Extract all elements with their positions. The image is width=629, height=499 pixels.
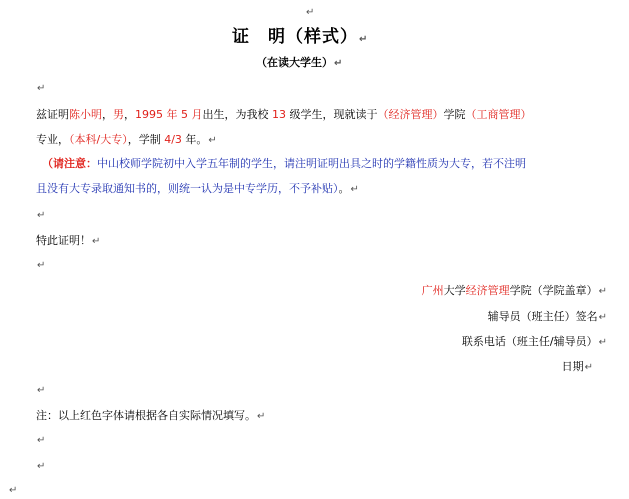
body-line-1 <box>36 108 532 122</box>
grade-year: 13 <box>272 108 286 121</box>
paragraph-mark: ↵ <box>350 184 359 195</box>
date-text: 日期 <box>561 360 584 373</box>
paragraph-mark: ↵ <box>37 461 46 472</box>
body-text: ，学制 <box>127 133 165 146</box>
paragraph-mark: ↵ <box>37 210 46 221</box>
body-text: 兹证明 <box>36 108 69 121</box>
body-text: 专业， <box>36 133 69 146</box>
special-text: 特此证明！ <box>36 234 91 247</box>
document-title <box>232 27 368 50</box>
paragraph-mark: ↵ <box>92 236 101 247</box>
signature-date <box>562 360 593 375</box>
student-gender: 男 <box>113 108 124 121</box>
paragraph-mark: ↵ <box>598 337 607 348</box>
paragraph-mark: ↵ <box>208 135 217 146</box>
paragraph-mark: ↵ <box>306 7 315 18</box>
sign-text: 学院（学院盖章） <box>509 284 598 297</box>
month-unit: 月 <box>188 108 203 121</box>
paragraph-mark: ↵ <box>598 286 607 297</box>
study-duration: 4/3 <box>164 133 182 146</box>
sign-college-name: 经济管理 <box>465 284 510 297</box>
paragraph-mark: ↵ <box>334 58 343 69</box>
document-subtitle <box>256 56 342 71</box>
body-text: 级学生，现就读于 <box>286 108 378 121</box>
degree-level: （本科/大专） <box>69 133 128 146</box>
note-line-2 <box>36 182 359 197</box>
birth-month: 5 <box>181 108 188 121</box>
city-name: 广州 <box>421 284 444 297</box>
sign-text: 大学 <box>443 284 466 297</box>
special-statement <box>36 234 100 249</box>
signature-counselor <box>488 310 607 325</box>
paragraph-mark: ↵ <box>37 260 46 271</box>
note-line-1 <box>42 157 526 171</box>
body-text: 年。 <box>181 133 208 146</box>
year-unit: 年 <box>163 108 181 121</box>
paragraph-mark: ↵ <box>584 362 593 373</box>
note-text: 且没有大专录取通知书的，则统一认为是中专学历，不予补贴） <box>36 182 339 195</box>
signature-college <box>422 284 607 299</box>
paragraph-mark: ↵ <box>257 411 266 422</box>
major-name: （工商管理） <box>465 108 532 121</box>
paragraph-mark: ↵ <box>37 385 46 396</box>
paragraph-mark: ↵ <box>9 485 18 496</box>
body-text: 出生，为我校 <box>202 108 272 121</box>
paragraph-mark: ↵ <box>598 312 607 323</box>
footnote-text: 注：以上红色字体请根据各自实际情况填写。 <box>36 409 256 422</box>
paragraph-mark: ↵ <box>37 83 46 94</box>
title-text: 证 明（样式） <box>232 27 358 47</box>
body-text: ， <box>124 108 135 121</box>
contact-phone-text: 联系电话（班主任/辅导员） <box>461 335 598 348</box>
subtitle-text: （在读大学生） <box>256 56 333 69</box>
birth-year: 1995 <box>135 108 163 121</box>
student-name: 陈小明 <box>69 108 102 121</box>
signature-phone <box>462 335 607 350</box>
counselor-signature-text: 辅导员（班主任）签名 <box>487 310 598 323</box>
paragraph-mark: ↵ <box>37 435 46 446</box>
note-end: 。 <box>338 182 350 195</box>
body-line-2 <box>36 133 217 148</box>
college-name: （经济管理） <box>377 108 444 121</box>
note-label: （请注意： <box>42 157 97 170</box>
footnote <box>36 409 265 424</box>
body-text: 学院 <box>443 108 466 121</box>
paragraph-mark: ↵ <box>359 34 369 45</box>
note-text: 中山校师学院初中入学五年制的学生，请注明证明出具之时的学籍性质为大专，若不注明 <box>97 157 526 170</box>
body-text: ， <box>102 108 113 121</box>
